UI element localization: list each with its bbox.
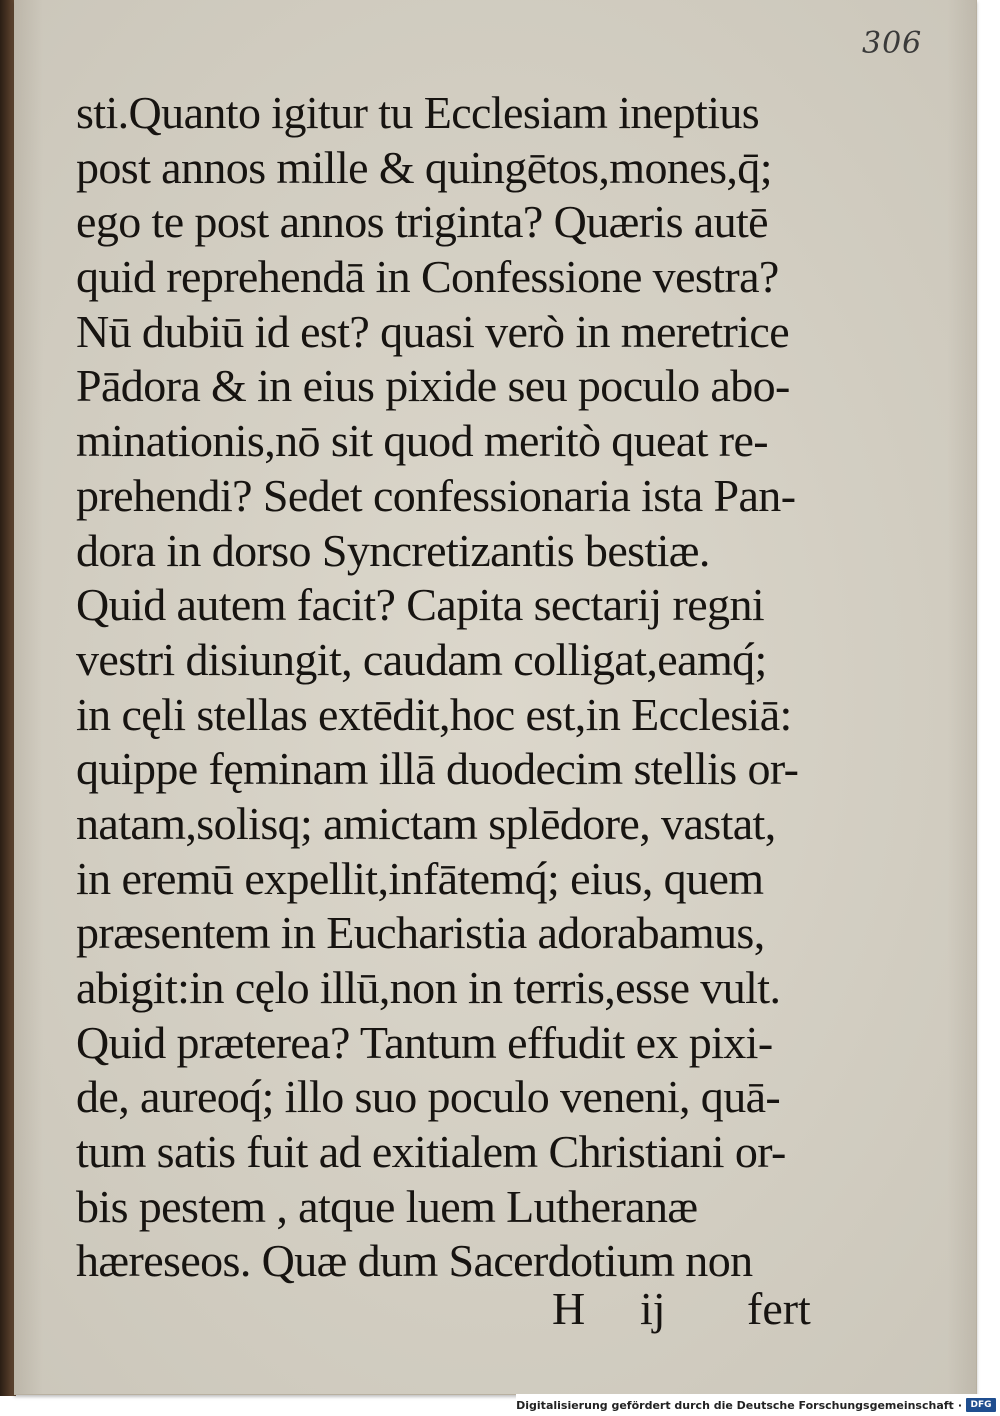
text-line: præsentem in Eucharistia adorabamus, (76, 907, 765, 959)
scanned-book-page (14, 0, 977, 1395)
text-line: Quid autem facit? Capita sectarij regni (76, 579, 765, 631)
text-line: minationis,nō sit quod meritò queat re- (76, 415, 769, 467)
folio-number: 306 (862, 26, 923, 61)
text-line: Quid præterea? Tantum effudit ex pixi- (76, 1016, 773, 1068)
text-line: Nū dubiū id est? quasi verò in meretrice (76, 305, 790, 357)
text-line: ego te post annos triginta? Quæris autē (76, 196, 769, 248)
text-line: post annos mille & quingētos,mones,q̄; (76, 141, 772, 193)
signature-letter: H (552, 1283, 586, 1334)
text-line: tum satis fuit ad exitialem Christiani or- (76, 1126, 786, 1178)
text-block (76, 86, 826, 1289)
text-line: vestri disiungit, caudam colligat,eamq́; (76, 633, 767, 685)
dfg-logo-icon: DFG (966, 1398, 996, 1412)
catchword-line (14, 1282, 1000, 1342)
catchword: fert (747, 1283, 811, 1334)
funding-footer (516, 1394, 1000, 1416)
text-line: hæreseos. Quæ dum Sacerdotium non (76, 1235, 753, 1287)
text-line: quippe fęminam illā duodecim stellis or- (76, 743, 799, 795)
footer-separator: · (957, 1398, 962, 1412)
text-line: abigit:in cęlo illū,non in terris,esse vult. (76, 962, 781, 1013)
funding-credit: Digitalisierung gefördert durch die Deutsche Forschungsgemeinschaft (516, 1398, 954, 1412)
text-line: prehendi? Sedet confessionaria ista Pan- (76, 469, 796, 521)
text-line: de, aureoq́; illo suo poculo veneni, quā- (76, 1071, 781, 1123)
text-line: natam,solisq; amictam splēdore, vastat, (76, 797, 776, 849)
signature-number: ij (640, 1283, 666, 1334)
text-line: Pādora & in eius pixide seu poculo abo- (76, 360, 790, 412)
text-line: bis pestem , atque luem Lutheranæ (76, 1180, 698, 1232)
text-line: dora in dorso Syncretizantis bestiæ. (76, 524, 710, 576)
text-line: in cęli stellas extēdit,hoc est,in Ecclesiā: (76, 688, 792, 740)
text-line: in eremū expellit,infātemq́; eius, quem (76, 852, 764, 904)
text-line: sti.Quanto igitur tu Ecclesiam ineptius (76, 87, 760, 138)
text-line: quid reprehendā in Confessione vestra? (76, 251, 779, 303)
